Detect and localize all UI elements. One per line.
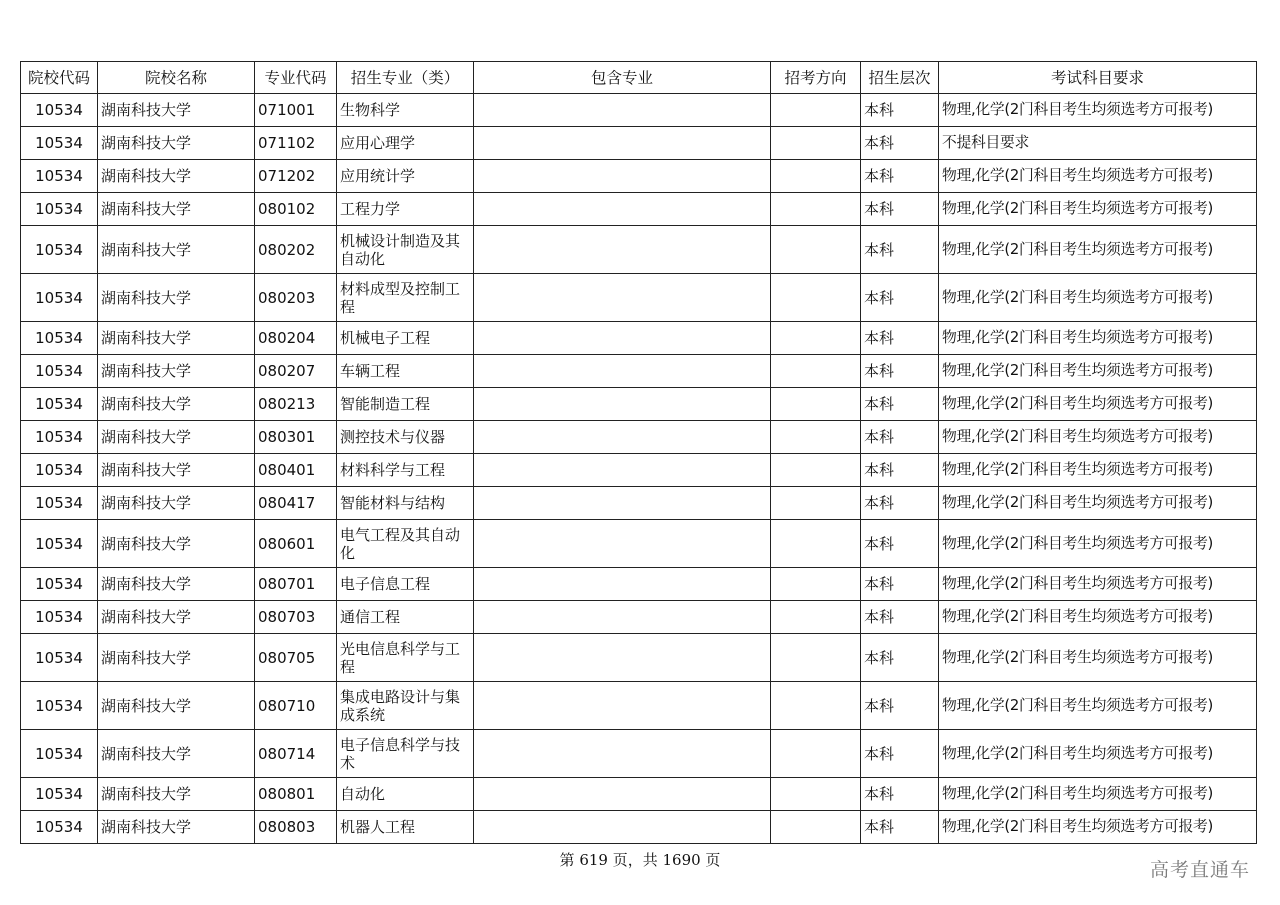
cell-school-name: 湖南科技大学 xyxy=(98,388,255,421)
cell-direction xyxy=(771,487,861,520)
cell-includes xyxy=(474,487,771,520)
cell-major: 生物科学 xyxy=(337,94,474,127)
cell-direction xyxy=(771,730,861,778)
cell-major-code: 080301 xyxy=(255,421,337,454)
cell-school-name: 湖南科技大学 xyxy=(98,226,255,274)
cell-level: 本科 xyxy=(861,94,939,127)
cell-level: 本科 xyxy=(861,454,939,487)
cell-school-code: 10534 xyxy=(21,322,98,355)
cell-major: 智能材料与结构 xyxy=(337,487,474,520)
table-row xyxy=(21,811,1257,844)
header-row xyxy=(21,62,1257,94)
cell-direction xyxy=(771,388,861,421)
cell-requirement: 物理,化学(2门科目考生均须选考方可报考) xyxy=(939,634,1257,682)
cell-requirement: 物理,化学(2门科目考生均须选考方可报考) xyxy=(939,811,1257,844)
cell-school-code: 10534 xyxy=(21,634,98,682)
table-row xyxy=(21,682,1257,730)
cell-major: 材料科学与工程 xyxy=(337,454,474,487)
table-row xyxy=(21,634,1257,682)
cell-school-code: 10534 xyxy=(21,454,98,487)
cell-school-code: 10534 xyxy=(21,193,98,226)
cell-major: 机器人工程 xyxy=(337,811,474,844)
cell-major: 机械电子工程 xyxy=(337,322,474,355)
table-row xyxy=(21,355,1257,388)
cell-includes xyxy=(474,322,771,355)
cell-major: 电子信息工程 xyxy=(337,568,474,601)
cell-direction xyxy=(771,160,861,193)
cell-school-code: 10534 xyxy=(21,520,98,568)
cell-direction xyxy=(771,274,861,322)
cell-direction xyxy=(771,193,861,226)
cell-school-name: 湖南科技大学 xyxy=(98,568,255,601)
cell-major: 自动化 xyxy=(337,778,474,811)
cell-requirement: 物理,化学(2门科目考生均须选考方可报考) xyxy=(939,322,1257,355)
cell-direction xyxy=(771,601,861,634)
cell-school-name: 湖南科技大学 xyxy=(98,811,255,844)
cell-includes xyxy=(474,454,771,487)
cell-major-code: 080213 xyxy=(255,388,337,421)
cell-major-code: 080801 xyxy=(255,778,337,811)
page-footer: 第 619 页，共 1690 页 xyxy=(559,851,721,869)
cell-school-name: 湖南科技大学 xyxy=(98,421,255,454)
cell-requirement: 物理,化学(2门科目考生均须选考方可报考) xyxy=(939,274,1257,322)
cell-level: 本科 xyxy=(861,520,939,568)
table-row xyxy=(21,127,1257,160)
cell-major-code: 080701 xyxy=(255,568,337,601)
cell-school-name: 湖南科技大学 xyxy=(98,520,255,568)
cell-level: 本科 xyxy=(861,568,939,601)
cell-requirement: 物理,化学(2门科目考生均须选考方可报考) xyxy=(939,355,1257,388)
table-row xyxy=(21,730,1257,778)
cell-direction xyxy=(771,355,861,388)
cell-level: 本科 xyxy=(861,355,939,388)
cell-requirement: 物理,化学(2门科目考生均须选考方可报考) xyxy=(939,730,1257,778)
cell-major-code: 071001 xyxy=(255,94,337,127)
cell-requirement: 物理,化学(2门科目考生均须选考方可报考) xyxy=(939,421,1257,454)
cell-direction xyxy=(771,127,861,160)
cell-direction xyxy=(771,811,861,844)
cell-includes xyxy=(474,274,771,322)
cell-level: 本科 xyxy=(861,811,939,844)
cell-includes xyxy=(474,520,771,568)
cell-level: 本科 xyxy=(861,778,939,811)
cell-requirement: 物理,化学(2门科目考生均须选考方可报考) xyxy=(939,454,1257,487)
cell-major: 智能制造工程 xyxy=(337,388,474,421)
cell-direction xyxy=(771,421,861,454)
cell-includes xyxy=(474,388,771,421)
cell-school-name: 湖南科技大学 xyxy=(98,274,255,322)
cell-major: 通信工程 xyxy=(337,601,474,634)
cell-level: 本科 xyxy=(861,160,939,193)
table-row xyxy=(21,94,1257,127)
cell-school-code: 10534 xyxy=(21,730,98,778)
cell-requirement: 物理,化学(2门科目考生均须选考方可报考) xyxy=(939,682,1257,730)
admission-table xyxy=(20,61,1257,844)
cell-requirement: 物理,化学(2门科目考生均须选考方可报考) xyxy=(939,568,1257,601)
cell-major-code: 080714 xyxy=(255,730,337,778)
cell-school-name: 湖南科技大学 xyxy=(98,454,255,487)
cell-includes xyxy=(474,160,771,193)
cell-school-name: 湖南科技大学 xyxy=(98,193,255,226)
cell-includes xyxy=(474,601,771,634)
cell-school-code: 10534 xyxy=(21,811,98,844)
cell-school-code: 10534 xyxy=(21,682,98,730)
cell-includes xyxy=(474,730,771,778)
cell-major: 车辆工程 xyxy=(337,355,474,388)
cell-direction xyxy=(771,454,861,487)
cell-major: 材料成型及控制工程 xyxy=(337,274,474,322)
header-school-code: 院校代码 xyxy=(21,62,98,94)
cell-major-code: 071202 xyxy=(255,160,337,193)
cell-school-code: 10534 xyxy=(21,568,98,601)
header-major-code: 专业代码 xyxy=(255,62,337,94)
cell-major: 应用统计学 xyxy=(337,160,474,193)
table-row xyxy=(21,193,1257,226)
cell-includes xyxy=(474,193,771,226)
table-row xyxy=(21,274,1257,322)
cell-school-code: 10534 xyxy=(21,226,98,274)
cell-school-name: 湖南科技大学 xyxy=(98,160,255,193)
cell-school-code: 10534 xyxy=(21,421,98,454)
cell-direction xyxy=(771,634,861,682)
cell-direction xyxy=(771,682,861,730)
header-requirement: 考试科目要求 xyxy=(939,62,1257,94)
cell-requirement: 物理,化学(2门科目考生均须选考方可报考) xyxy=(939,226,1257,274)
watermark-text: 高考直通车 xyxy=(1149,859,1250,881)
cell-major-code: 071102 xyxy=(255,127,337,160)
cell-major: 电子信息科学与技术 xyxy=(337,730,474,778)
cell-school-name: 湖南科技大学 xyxy=(98,127,255,160)
cell-school-name: 湖南科技大学 xyxy=(98,322,255,355)
table-row xyxy=(21,601,1257,634)
cell-major-code: 080401 xyxy=(255,454,337,487)
cell-requirement: 物理,化学(2门科目考生均须选考方可报考) xyxy=(939,487,1257,520)
cell-level: 本科 xyxy=(861,730,939,778)
cell-school-name: 湖南科技大学 xyxy=(98,634,255,682)
cell-school-name: 湖南科技大学 xyxy=(98,730,255,778)
cell-requirement: 物理,化学(2门科目考生均须选考方可报考) xyxy=(939,388,1257,421)
cell-major-code: 080601 xyxy=(255,520,337,568)
cell-requirement: 物理,化学(2门科目考生均须选考方可报考) xyxy=(939,94,1257,127)
cell-school-code: 10534 xyxy=(21,601,98,634)
table-row xyxy=(21,322,1257,355)
table-row xyxy=(21,454,1257,487)
header-direction: 招考方向 xyxy=(771,62,861,94)
cell-includes xyxy=(474,355,771,388)
table-row xyxy=(21,160,1257,193)
cell-school-code: 10534 xyxy=(21,274,98,322)
cell-major: 工程力学 xyxy=(337,193,474,226)
cell-major-code: 080202 xyxy=(255,226,337,274)
cell-major: 机械设计制造及其自动化 xyxy=(337,226,474,274)
cell-school-code: 10534 xyxy=(21,778,98,811)
cell-school-code: 10534 xyxy=(21,388,98,421)
cell-level: 本科 xyxy=(861,322,939,355)
cell-school-code: 10534 xyxy=(21,94,98,127)
cell-level: 本科 xyxy=(861,226,939,274)
cell-direction xyxy=(771,226,861,274)
cell-level: 本科 xyxy=(861,487,939,520)
cell-level: 本科 xyxy=(861,421,939,454)
cell-major-code: 080803 xyxy=(255,811,337,844)
cell-major: 电气工程及其自动化 xyxy=(337,520,474,568)
cell-major: 测控技术与仪器 xyxy=(337,421,474,454)
cell-school-name: 湖南科技大学 xyxy=(98,601,255,634)
cell-requirement: 不提科目要求 xyxy=(939,127,1257,160)
cell-includes xyxy=(474,421,771,454)
cell-school-code: 10534 xyxy=(21,355,98,388)
cell-includes xyxy=(474,226,771,274)
cell-school-name: 湖南科技大学 xyxy=(98,778,255,811)
cell-major: 光电信息科学与工程 xyxy=(337,634,474,682)
cell-major-code: 080417 xyxy=(255,487,337,520)
header-school-name: 院校名称 xyxy=(98,62,255,94)
table-row xyxy=(21,520,1257,568)
cell-direction xyxy=(771,94,861,127)
cell-school-code: 10534 xyxy=(21,487,98,520)
cell-school-name: 湖南科技大学 xyxy=(98,355,255,388)
cell-includes xyxy=(474,94,771,127)
cell-level: 本科 xyxy=(861,682,939,730)
cell-includes xyxy=(474,634,771,682)
cell-includes xyxy=(474,811,771,844)
cell-level: 本科 xyxy=(861,601,939,634)
cell-includes xyxy=(474,127,771,160)
cell-level: 本科 xyxy=(861,193,939,226)
header-major: 招生专业（类） xyxy=(337,62,474,94)
header-includes: 包含专业 xyxy=(474,62,771,94)
table-row xyxy=(21,487,1257,520)
cell-school-name: 湖南科技大学 xyxy=(98,682,255,730)
table-row xyxy=(21,421,1257,454)
cell-direction xyxy=(771,520,861,568)
cell-direction xyxy=(771,568,861,601)
cell-level: 本科 xyxy=(861,127,939,160)
cell-level: 本科 xyxy=(861,388,939,421)
cell-major-code: 080204 xyxy=(255,322,337,355)
cell-school-name: 湖南科技大学 xyxy=(98,487,255,520)
cell-requirement: 物理,化学(2门科目考生均须选考方可报考) xyxy=(939,160,1257,193)
table-row xyxy=(21,568,1257,601)
cell-school-name: 湖南科技大学 xyxy=(98,94,255,127)
cell-direction xyxy=(771,778,861,811)
cell-requirement: 物理,化学(2门科目考生均须选考方可报考) xyxy=(939,778,1257,811)
cell-school-code: 10534 xyxy=(21,160,98,193)
cell-level: 本科 xyxy=(861,274,939,322)
cell-major-code: 080207 xyxy=(255,355,337,388)
cell-major: 集成电路设计与集成系统 xyxy=(337,682,474,730)
table-row xyxy=(21,778,1257,811)
cell-level: 本科 xyxy=(861,634,939,682)
cell-requirement: 物理,化学(2门科目考生均须选考方可报考) xyxy=(939,601,1257,634)
header-level: 招生层次 xyxy=(861,62,939,94)
cell-major-code: 080705 xyxy=(255,634,337,682)
cell-requirement: 物理,化学(2门科目考生均须选考方可报考) xyxy=(939,520,1257,568)
cell-major: 应用心理学 xyxy=(337,127,474,160)
cell-includes xyxy=(474,778,771,811)
cell-includes xyxy=(474,568,771,601)
table-row xyxy=(21,226,1257,274)
table-row xyxy=(21,388,1257,421)
cell-major-code: 080710 xyxy=(255,682,337,730)
cell-major-code: 080102 xyxy=(255,193,337,226)
cell-major-code: 080203 xyxy=(255,274,337,322)
cell-school-code: 10534 xyxy=(21,127,98,160)
cell-includes xyxy=(474,682,771,730)
cell-requirement: 物理,化学(2门科目考生均须选考方可报考) xyxy=(939,193,1257,226)
cell-direction xyxy=(771,322,861,355)
cell-major-code: 080703 xyxy=(255,601,337,634)
